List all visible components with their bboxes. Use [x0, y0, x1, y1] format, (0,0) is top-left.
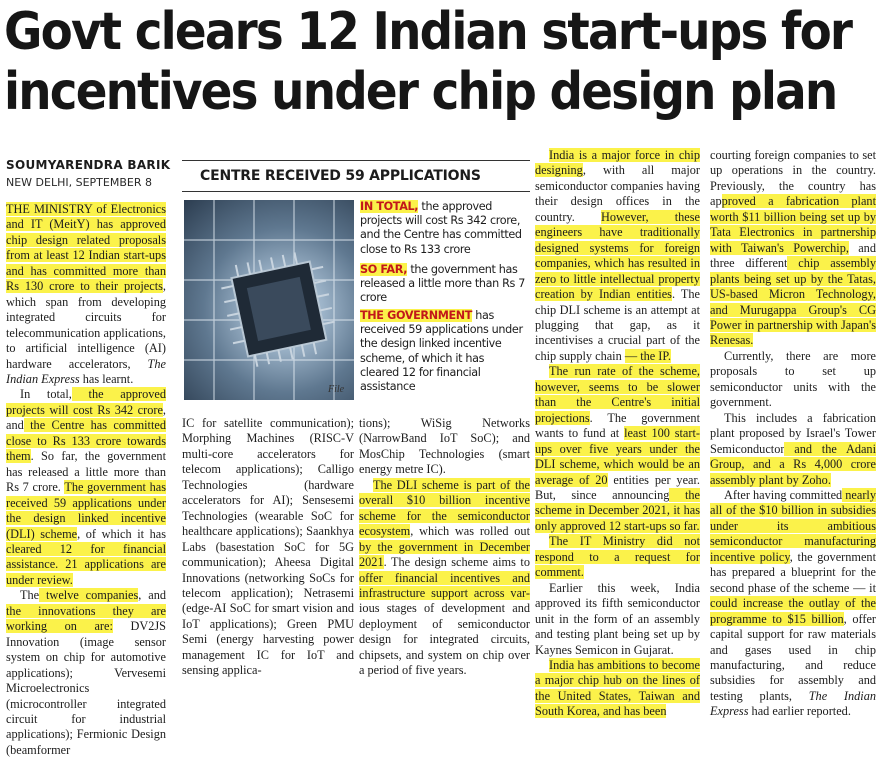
paragraph: Currently, there are more proposals to set up semiconductor units with the government.: [710, 348, 876, 410]
body-text: . The government wants to fund at: [535, 410, 700, 441]
paragraph: tions); WiSig Networks (NarrowBand IoT SoC); and MosChip Technologies (smart energy metre IC).: [359, 416, 530, 477]
highlighted-text: least 100 start-ups over five years under the DLI scheme, which would be an average of 20: [535, 426, 700, 487]
dateline: NEW DELHI, SEPTEMBER 8: [6, 176, 152, 189]
highlighted-text: chip assembly plants being set up by the Tatas, US-based Micron Technology, and Murugappa Group's CG Power in partnership with Japan's Renesas.: [710, 256, 876, 348]
fact-text: the approved projects will cost Rs 342 crore, and the Centre has committed close to Rs 133 crore: [360, 200, 522, 256]
fact-lead: SO FAR,: [360, 263, 408, 276]
paragraph: [359, 478, 530, 679]
paragraph: [710, 148, 876, 349]
article-column-1: [6, 202, 167, 757]
author-byline: SOUMYARENDRA BARIK: [6, 158, 171, 172]
fact-text: has received 59 applications under the design linked incentive scheme, of which it has cleared 12 for financial assistance: [360, 309, 523, 394]
highlighted-text: cleared 12 for financial assistance. 21 applications are under review.: [6, 541, 166, 587]
body-text: This includes a fabrication plant proposed by Israel's Tower Semiconductor: [710, 410, 876, 456]
paragraph: IC for satellite communication); Morphing Machines (RISC-V multi-core accelerators for telecom applications); Calligo Technologies (hardware accelerators for AI); Sensesemi Technologies (wearable SoC for healthcare applications); Saankhya Labs (basestation SoC for 5G communication); Aheesa Digital Innovations (networking SoCs for telecom application); Netrasemi (edge-AI SoC for smart vision and IoT applications); Green PMU Semi (energy harvesting power management IC for IoT and sensing applica-: [182, 416, 354, 678]
article-column-4: [535, 148, 700, 719]
highlighted-text: The DLI scheme is part of the overall $10 billion incentive scheme for the semiconductor ecosystem: [359, 477, 530, 539]
highlighted-text: — the IP.: [624, 348, 671, 363]
paragraph: [535, 534, 700, 580]
highlighted-text: However, these engineers have traditionally designed systems for foreign companies, which has resulted in zero to little intellectual property creation by Indian entities: [535, 209, 700, 302]
headline-line-1: Govt clears 12 Indian start-ups for: [4, 2, 852, 62]
highlighted-text: by the government in December 2021: [359, 539, 530, 570]
box-fact-2: [360, 263, 525, 306]
microchip-image: [184, 200, 354, 400]
highlighted-text: The government has received 59 applications under the design linked incentive (DLI) scheme: [6, 480, 166, 541]
box-fact-3: [360, 309, 525, 394]
highlighted-text: India has ambitions to become a major chip hub on the lines of the United States, Taiwan and South Korea, and has been: [535, 657, 700, 719]
highlighted-text: the Centre has committed close to Rs 133 crore towards them: [6, 418, 166, 464]
body-text: and three different: [710, 240, 876, 271]
headline-line-2: incentives under chip design plan: [4, 62, 837, 122]
highlighted-text: The IT Ministry did not respond to a request for comment.: [535, 534, 700, 580]
body-text: . So far, the government has released a little more than Rs 7 crore.: [6, 449, 166, 495]
highlighted-text: The run rate of the scheme, however, seems to be slower than the Centre's initial projections: [535, 364, 700, 425]
body-text: ious stages of development and deployment of semiconductor design for integrated circuits, chipsets, and system on chip over a period of five years.: [359, 601, 530, 678]
publication-name: The Indian Express: [710, 688, 877, 719]
paragraph: [6, 588, 166, 758]
highlighted-text: proved a fabrication plant worth $11 billion being set up by Tata Electronics in partnership with Taiwan's Powerchip,: [710, 194, 876, 255]
paragraph: [535, 581, 700, 658]
highlighted-text: offer financial incentives and infrastructure support across var-: [359, 570, 530, 600]
body-text: , the government has prepared a blueprint for the second phase of the scheme — it: [710, 549, 876, 595]
body-text: . The design scheme aims to: [383, 555, 530, 570]
body-text: has learnt.: [79, 371, 134, 386]
fact-lead: IN TOTAL,: [360, 200, 419, 213]
body-text: , and: [6, 402, 166, 433]
highlighted-text: nearly all of the $10 billion in subsidies under its ambitious semiconductor manufacturing incentive policy: [710, 487, 876, 564]
highlighted-text: India is a major force in chip designing: [535, 148, 700, 178]
paragraph: [535, 658, 700, 720]
body-text: . The chip DLI scheme is an attempt at plugging that gap, as it incentivises a crucial part of the chip supply chain: [535, 287, 700, 363]
body-text: DV2JS Innovation (image sensor system on chip for automotive applications); Vervesemi Microelectronics (microcontroller integrated circuit for industrial applications); Fermionic Design (beamformer: [6, 619, 167, 757]
article-column-2: [182, 416, 354, 678]
body-text: In total,: [20, 387, 72, 402]
body-text: had earlier reported.: [748, 704, 851, 719]
highlighted-text: THE MINISTRY of Electronics and IT (MeitY) has approved chip design related proposals: [6, 202, 166, 247]
photo-credit: File: [328, 384, 345, 395]
article-column-3: [359, 416, 530, 678]
fact-lead: THE GOVERNMENT: [360, 309, 473, 322]
body-text: After having committed: [724, 487, 843, 502]
box-fact-1: [360, 200, 525, 257]
body-text: entities per year. But, since announcing: [535, 472, 700, 502]
publication-name: The Indian Express: [6, 356, 166, 386]
headline: [4, 2, 852, 122]
chip-photo: [184, 200, 354, 400]
paragraph: [535, 364, 700, 534]
body-text: Earlier this week, India approved its fifth semiconductor unit in the form of an assembly and testing plant being set up by Kaynes Semicon in Gujarat.: [535, 580, 700, 657]
body-text: The: [20, 588, 40, 603]
highlighted-text: the scheme in December 2021, it has only approved 12 start-ups so far.: [535, 487, 700, 533]
body-text: , of which it has: [77, 526, 166, 541]
highlighted-text: the approved projects will cost Rs 342 crore: [6, 387, 166, 417]
paragraph: [6, 387, 166, 588]
fact-text: the government has released a little more than Rs 7 crore: [360, 263, 525, 305]
paragraph: [6, 202, 166, 387]
highlighted-text: the innovations they are working on are:: [6, 603, 166, 634]
box-title: CENTRE RECEIVED 59 APPLICATIONS: [200, 168, 481, 184]
paragraph: [535, 148, 700, 364]
body-text: , with all major semiconductor companies having their design offices in the country.: [535, 163, 700, 224]
body-text: , which was rolled out: [410, 524, 530, 539]
body-text: , and: [138, 588, 167, 603]
article-column-5: [710, 148, 877, 719]
paragraph: [710, 411, 876, 488]
body-text: , which span from developing integrated circuits for telecommunication applications, to artificial intelligence (AI) hardware accelerators,: [6, 279, 166, 371]
body-text: , offer capital support for raw materials and gases used in chip manufacturing, and reduce subsidies for assembly and testing plants,: [710, 611, 876, 703]
highlighted-text: could increase the outlay of the programme to $15 billion: [710, 596, 876, 626]
box-title-bar: [182, 160, 530, 192]
paragraph: [710, 488, 876, 720]
highlighted-text: twelve companies: [39, 588, 139, 603]
body-text: courting foreign companies to set up operations in the country. Previously, the country has ap: [710, 148, 876, 209]
highlighted-text: and the Adani Group, and a Rs 4,000 crore assembly plant by Zoho.: [710, 441, 876, 487]
highlighted-text: from at least 12 Indian start-ups and has committed more than Rs 130 crore to their projects: [6, 248, 166, 294]
